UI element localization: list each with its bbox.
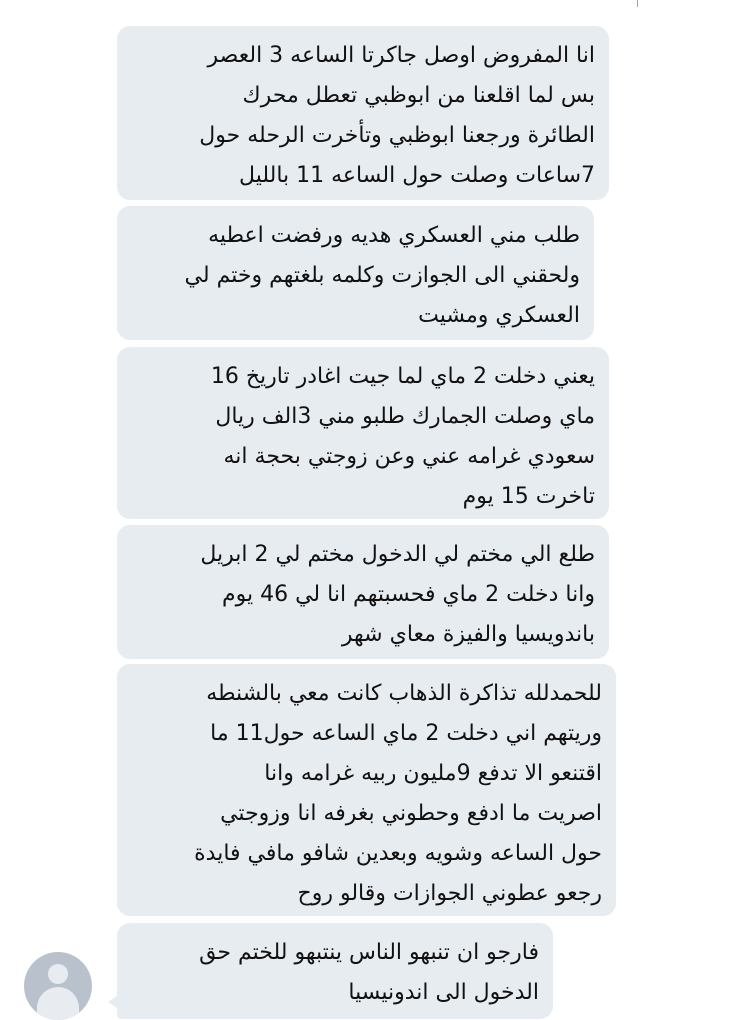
message-text-line: انا المفروض اوصل جاكرتا الساعه 3 العصر — [207, 43, 595, 68]
message-text-line: باندويسيا والفيزة معاي شهر — [341, 622, 595, 647]
avatar-shoulders-shape — [37, 987, 79, 1020]
message-text-line: الدخول الى اندونيسيا — [348, 980, 539, 1005]
message-bubble[interactable] — [117, 525, 609, 659]
message-bubble[interactable] — [117, 664, 616, 916]
message-text-line: ماي وصلت الجمارك طلبو مني 3الف ريال — [215, 404, 595, 429]
default-user-avatar-icon[interactable] — [24, 952, 92, 1020]
message-bubble[interactable] — [117, 347, 609, 519]
message-text-line: تاخرت 15 يوم — [462, 484, 595, 509]
message-text-line: سعودي غرامه عني وعن زوجتي بحجة انه — [223, 444, 595, 469]
timestamp-divider-mark — [637, 0, 638, 7]
bubble-tail — [108, 994, 120, 1010]
message-bubble[interactable] — [117, 26, 609, 200]
message-text-line: رجعو عطوني الجوازات وقالو روح — [297, 881, 602, 906]
message-text-line: اقتنعو الا تدفع 9مليون ربيه غرامه وانا — [264, 761, 602, 786]
avatar-head-shape — [48, 964, 68, 984]
message-text-line: وريتهم اني دخلت 2 ماي الساعه حول11 ما — [210, 721, 602, 746]
message-text-line: فارجو ان تنبهو الناس ينتبهو للختم حق — [199, 940, 539, 965]
message-text-line: بس لما اقلعنا من ابوظبي تعطل محرك — [242, 83, 595, 108]
message-text-line: طلب مني العسكري هديه ورفضت اعطيه — [208, 223, 580, 248]
message-text-line: العسكري ومشيت — [418, 303, 580, 328]
message-text-line: يعني دخلت 2 ماي لما جيت اغادر تاريخ 16 — [210, 364, 595, 389]
message-text-line: طلع الي مختم لي الدخول مختم لي 2 ابريل — [200, 542, 595, 567]
message-bubble[interactable] — [117, 923, 553, 1019]
message-bubble[interactable] — [117, 206, 594, 340]
message-text-line: الطائرة ورجعنا ابوظبي وتأخرت الرحله حول — [199, 123, 595, 148]
message-text-line: للحمدلله تذاكرة الذهاب كانت معي بالشنطه — [206, 681, 602, 706]
message-text-line: حول الساعه وشويه وبعدين شافو مافي فايدة — [194, 841, 602, 866]
message-text-line: 7ساعات وصلت حول الساعه 11 بالليل — [239, 163, 595, 188]
message-text-line: وانا دخلت 2 ماي فحسبتهم انا لي 46 يوم — [221, 582, 595, 607]
message-text-line: ولحقني الى الجوازت وكلمه بلغتهم وختم لي — [184, 263, 580, 288]
message-text-line: اصريت ما ادفع وحطوني بغرفه انا وزوجتي — [220, 801, 602, 826]
